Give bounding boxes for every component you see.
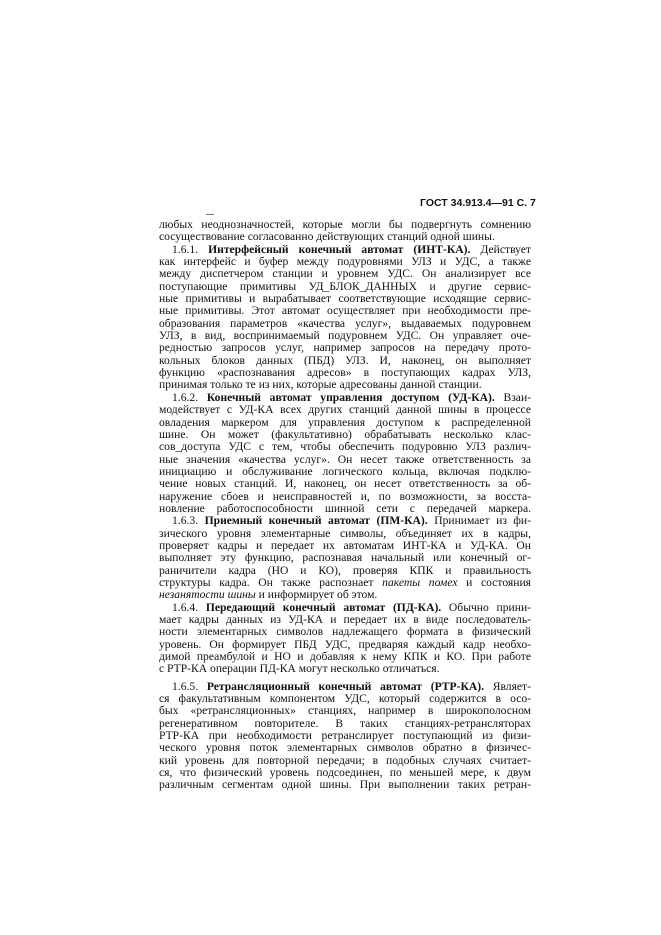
text-span: образования параметров «качества услуг», выдаваемых подуровнем [159,316,531,330]
text-span: любых неоднозначностей, которые могли бы подвергнуть сомнению [159,218,531,231]
text-span: наружение сбоев и неисправностей и, по возможности, за восста- [159,489,531,503]
text-line [159,663,531,675]
text-line [159,779,531,791]
text-span: как интерфейс и буфер между подуровнями УЛЗ и УДС, а также [159,255,531,269]
text-span: мает кадры данных из УД-КА и передает их в виде последователь- [159,613,531,626]
text-span: зического уровня элементарные символы, объединяет их в кадры, [159,526,531,540]
text-span: УЛЗ, в вид, воспринимаемый подуровнем УДС. Он управляет оче- [159,329,531,343]
text-span: функцию «распознавания адресов» в поступающих кадрах УЛЗ, [159,366,531,380]
text-span: 1.6.4. [172,600,206,614]
italic-term: незанятости шины [159,588,256,602]
scan-mark [206,214,214,215]
text-span: шине. Он может (факультативно) обрабатывать несколько клас- [159,427,531,441]
text-span: структуры кадра. Он также распознает [159,575,383,589]
text-span: сосуществование согласованно действующих станций одной шины. [159,230,495,244]
text-span: Принимает из фи- [427,514,531,528]
text-span: выполняет эту функцию, распознавая начальный или конечный ог- [159,551,531,565]
text-span: ные примитивы. Этот автомат осуществляет при необходимости пре- [159,304,531,318]
italic-term: пакеты помех [382,575,458,589]
text-span: уровень. Он формирует ПБД УДС, предваряя каждый кадр необхо- [159,637,531,651]
text-span: РТР-КА при необходимости ретранслирует поступающий из физи- [159,729,531,743]
page-header-standard-code: ГОСТ 34.913.4—91 С. 7 [420,197,536,209]
text-span: 1.6.2. [172,390,207,404]
text-span: с РТР-КА операции ПД-КА могут несколько отличаться. [159,662,440,676]
text-span: и состояния [457,575,531,589]
text-span: 1.6.3. [172,514,205,528]
section-heading: Интерфейсный конечный автомат (ИНТ-КА). [208,242,471,256]
text-span: проверяет кадры и передает их автоматам ИНТ-КА и УД-КА. Он [159,538,531,552]
text-span: инициацию и обслуживание логического кольца, включая подклю- [159,464,531,478]
text-span: раничители кадра (НО и КО), проверяя КПК и правильность [159,563,531,577]
text-span: чение новых станций. И, наконец, он несет ответственность за об- [159,477,531,491]
text-span: различным сегментам одной шины. При выполнении таких ретран- [159,778,531,792]
section-heading: Ретрансляционный конечный автомат (РТР-КА). [206,679,485,693]
text-span: Действует [470,242,531,256]
text-span: редностью запросов услуг, например запросов на передачу прото- [159,341,531,355]
text-span: Являет- [484,679,531,693]
text-span: Обычно прини- [441,600,532,614]
text-span: между диспетчером станции и уровнем УДС. Он анализирует все [159,267,531,281]
text-span: кольных блоков данных (ПБД) УЛЗ. И, наконец, он выполняет [159,353,531,367]
text-span: ные примитивы и вырабатывает соответствующие исходящие сервис- [159,292,531,306]
text-span: ности элементарных символов надлежащего формата в физический [159,625,531,639]
text-span: и информирует об этом. [255,588,378,602]
text-span: новление работоспособности шинной сети с передачей маркера. [159,501,531,515]
text-span: бых «ретрансляционных» станциях, например в широкополосном [159,704,531,718]
text-span: поступающие примитивы УД_БЛОК_ДАННЫХ и другие сервис- [159,279,531,293]
text-span: сов_доступа УДС с тем, чтобы обеспечить подуровню УЛЗ различ- [159,440,531,454]
text-span: ные значения «качества услуг». Он несет также ответственность за [159,452,531,466]
text-span: Взаи- [494,390,532,404]
text-span: принимая только те из них, которые адресованы данной станции. [159,378,482,392]
text-span: овладения маркером для управления доступом к распределенной [159,415,531,429]
text-span: кий уровень для повторной передачи; в подобных случаях считает- [159,753,531,767]
section-heading: Передающий конечный автомат (ПД-КА). [205,600,442,614]
text-span: димой преамбулой и НО и добавляя к нему КПК и КО. При работе [159,650,531,664]
section-heading: Приемный конечный автомат (ПМ-КА). [204,514,428,528]
text-span: ческого уровня поток элементарных символов обратно в физичес- [159,741,531,755]
text-span: регенеративном повторителе. В таких станциях-ретрансляторах [159,716,531,730]
text-span: 1.6.5. [172,679,207,693]
text-span: ся факультативным компонентом УДС, который содержится в осо- [159,692,531,706]
section-heading: Конечный автомат управления доступом (УД-КА). [206,390,495,404]
text-span: модействует с УД-КА всех других станций данной шины в процессе [159,403,531,417]
text-span: 1.6.1. [172,242,209,256]
document-body [159,219,531,792]
text-span: ся, что физический уровень подсоединен, по меньшей мере, к двум [159,766,531,780]
